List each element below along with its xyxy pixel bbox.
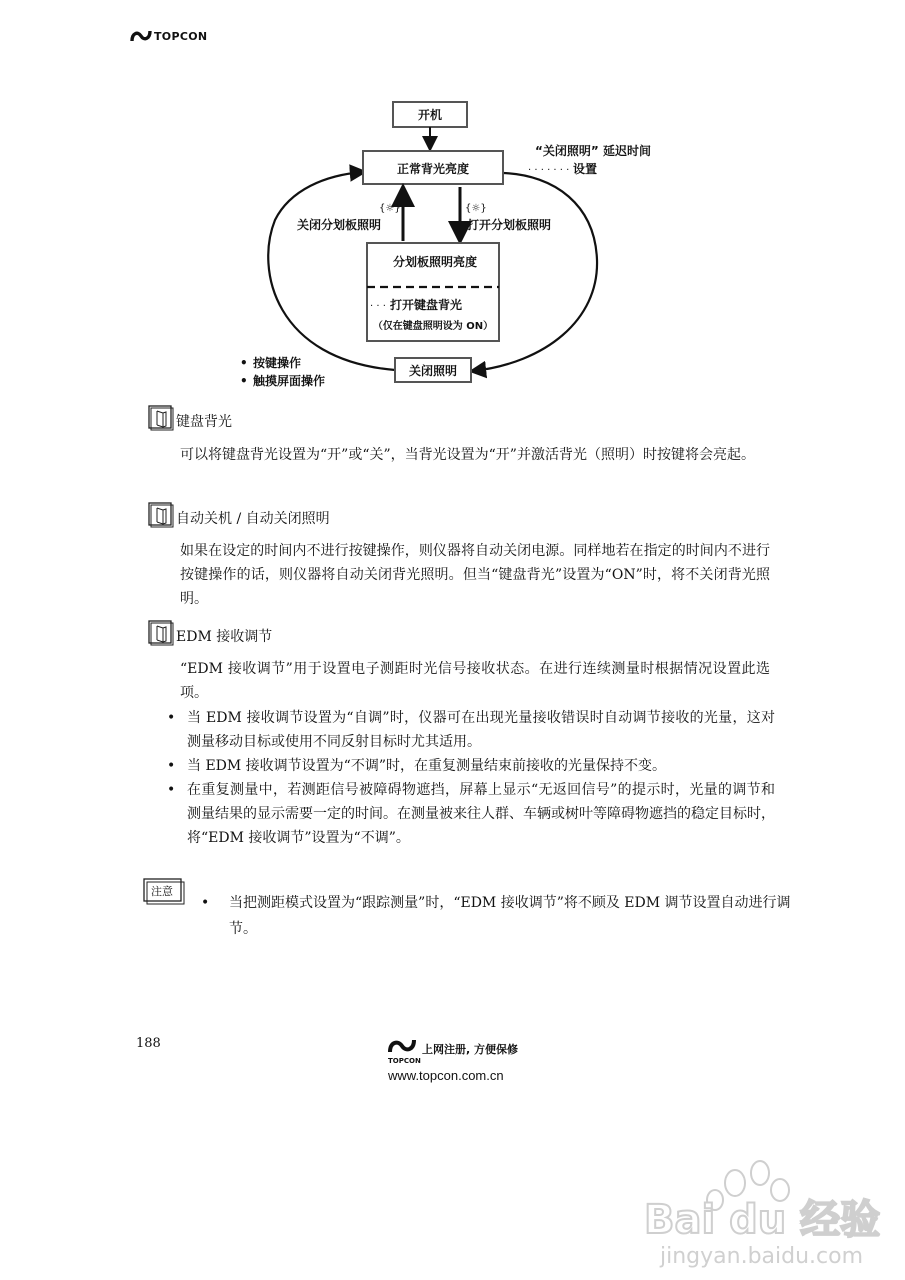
page-number: 188 bbox=[136, 1036, 161, 1051]
caution-note-text: • 当把测距模式设置为“跟踪测量”时，“EDM 接收调节”将不顾及 EDM 调节设置自动进行调节。 bbox=[195, 890, 809, 942]
section-auto-off-heading bbox=[148, 502, 330, 528]
edm-bullet-item: • 当 EDM 接收调节设置为“自调”时，仪器可在出现光量接收错误时自动调节接收的光量，这对测量移动目标或使用不同反射目标时尤其适用。 bbox=[165, 706, 775, 754]
book-icon bbox=[148, 620, 174, 646]
paw-icon bbox=[725, 1170, 745, 1196]
edm-bullet-item: • 当 EDM 接收调节设置为“不调”时，在重复测量结束前接收的光量保持不变。 bbox=[165, 754, 775, 778]
section-auto-off-title: 自动关机 / 自动关闭照明 bbox=[176, 511, 330, 527]
caution-note-icon bbox=[143, 878, 185, 906]
delay-label-line1: “关闭照明” 延迟时间 bbox=[535, 144, 651, 158]
svg-text:· · · · · · ·: · · · · · · · bbox=[528, 165, 570, 176]
legend-key-op: 按键操作 bbox=[253, 356, 302, 370]
section-auto-off-body: 如果在设定的时间内不进行按键操作，则仪器将自动关闭电源。同样地若在指定的时间内不进行按键操作的话，则仪器将自动关闭背光照明。但当“键盘背光”设置为“ON”时，将不关闭背光照明。 bbox=[180, 543, 770, 607]
open-reticle-label: 打开分划板照明 bbox=[467, 218, 552, 232]
topcon-logo-mark-icon bbox=[130, 29, 152, 43]
sun-icon-right: {☼} bbox=[465, 203, 487, 214]
footer-logo-text: TOPCON bbox=[388, 1057, 421, 1065]
power-on-label: 开机 bbox=[417, 108, 443, 122]
footer-logo-mark-icon bbox=[390, 1040, 414, 1052]
delay-label-line2: 设置 bbox=[573, 162, 598, 176]
svg-text:•: • bbox=[240, 374, 248, 388]
topcon-logo bbox=[130, 26, 207, 46]
svg-text:•: • bbox=[240, 356, 248, 370]
book-icon bbox=[148, 502, 174, 528]
book-icon bbox=[148, 405, 174, 431]
section-keyboard-backlight-title: 键盘背光 bbox=[176, 414, 232, 430]
footer-logo bbox=[386, 1036, 566, 1086]
normal-backlight-label: 正常背光亮度 bbox=[396, 162, 470, 176]
topcon-logo-text: TOPCON bbox=[154, 29, 208, 43]
footer-slogan: 上网注册, 方便保修 bbox=[422, 1043, 519, 1056]
section-keyboard-backlight-body: 可以将键盘背光设置为“开”或“关”，当背光设置为“开”并激活背光（照明）时按键将会亮起。 bbox=[180, 447, 755, 463]
reticle-brightness-label: 分划板照明亮度 bbox=[392, 255, 478, 269]
edm-bullet-item: • 在重复测量中，若测距信号被障碍物遮挡，屏幕上显示“无返回信号”的提示时，光量的调节和测量结果的显示需要一定的时间。在测量被来往人群、车辆或树叶等障碍物遮挡的稳定目标时，将“EDM 接收调节”设置为“不调”。 bbox=[165, 778, 775, 850]
open-keyboard-label: 打开键盘背光 bbox=[390, 298, 463, 312]
watermark-url: jingyan.baidu.com bbox=[660, 1244, 864, 1269]
svg-text:· · ·: · · · bbox=[370, 301, 386, 312]
backlight-flow-diagram bbox=[215, 95, 675, 395]
caution-note-label: 注意 bbox=[151, 885, 173, 898]
edm-bullet-list bbox=[165, 706, 775, 850]
section-keyboard-backlight-heading bbox=[148, 405, 232, 431]
close-reticle-label: 关闭分划板照明 bbox=[297, 218, 382, 232]
section-edm-heading bbox=[148, 620, 272, 646]
sun-icon-left: {☼} bbox=[379, 203, 401, 214]
watermark-brand: Bai du 经验 bbox=[644, 1197, 881, 1243]
legend-touch-op: 触摸屏面操作 bbox=[253, 374, 326, 388]
baidu-jingyan-watermark bbox=[640, 1155, 900, 1275]
keyboard-note-label: （仅在键盘照明设为 ON） bbox=[372, 321, 494, 332]
section-edm-body: “EDM 接收调节”用于设置电子测距时光信号接收状态。在进行连续测量时根据情况设置此选项。 bbox=[180, 661, 770, 701]
lights-off-label: 关闭照明 bbox=[408, 364, 458, 378]
section-edm-title: EDM 接收调节 bbox=[176, 629, 273, 645]
footer-url: www.topcon.com.cn bbox=[388, 1068, 504, 1083]
